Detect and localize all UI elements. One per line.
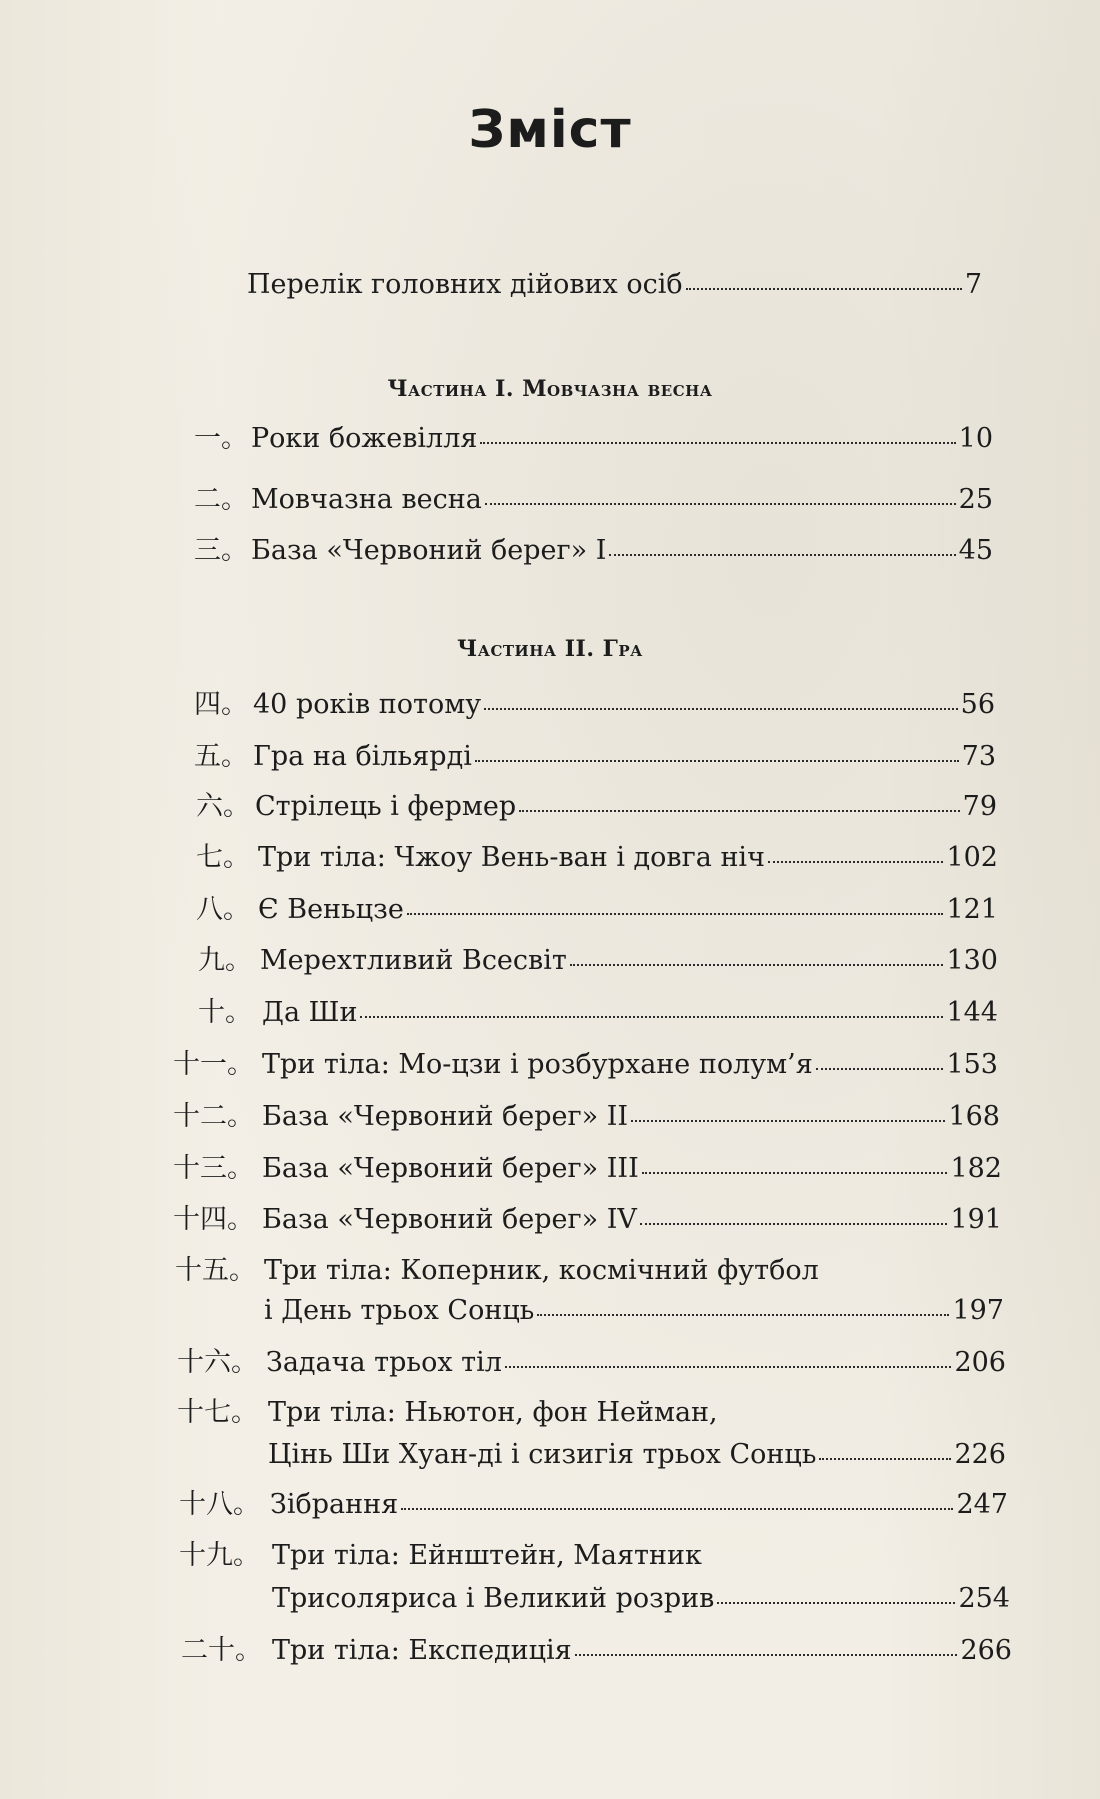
toc-entry [262,1203,1002,1237]
chapter-number: 二。 [194,484,248,515]
toc-entry-label: Є Веньцзе [258,894,404,925]
chapter-number: 十四。 [173,1204,254,1235]
toc-entry-page: 182 [950,1153,1002,1184]
toc-entry-label: Роки божевілля [251,423,478,454]
toc-entry-label: Гра на більярді [253,741,472,772]
dot-leader [537,1314,949,1316]
dot-leader [819,1458,951,1460]
toc-entry-label: 40 років потому [253,689,482,720]
dot-leader [609,554,955,556]
toc-entry [272,1582,1010,1616]
page-title: Зміст [468,100,632,160]
toc-entry-page: 102 [946,842,998,873]
dot-leader [631,1120,945,1122]
toc-entry [264,1294,1004,1328]
toc-entry [253,688,995,722]
dot-leader [484,708,958,710]
toc-entry-page: 197 [952,1295,1004,1326]
toc-entry [251,534,993,568]
chapter-number: 十。 [198,997,252,1028]
toc-entry-label: Три тіла: Чжоу Вень-ван і довга ніч [258,842,765,873]
toc-entry-page: 153 [946,1049,998,1080]
toc-entry-page: 144 [946,997,998,1028]
chapter-number: 二十。 [181,1635,262,1666]
toc-entry [266,1346,1006,1380]
toc-entry-page: 191 [950,1204,1002,1235]
dot-leader [475,760,959,762]
toc-entry-label: База «Червоний берег» IV [262,1204,637,1235]
dot-leader [401,1508,953,1510]
dot-leader [686,288,962,290]
toc-entry-label: Задача трьох тіл [266,1347,502,1378]
toc-entry [258,893,998,927]
chapter-number: 八。 [196,894,250,925]
dot-leader [768,861,944,863]
dot-leader [717,1602,955,1604]
toc-entry-label: Мовчазна весна [251,484,482,515]
chapter-number: 九。 [198,945,252,976]
chapter-number: 四。 [194,689,248,720]
dot-leader [816,1068,944,1070]
toc-entry-page: 266 [960,1635,1012,1666]
toc-entry-page: 254 [958,1583,1010,1614]
toc-entry [253,740,996,774]
toc-entry-label: База «Червоний берег» II [262,1101,629,1132]
toc-entry-label: Три тіла: Мо-цзи і розбурхане полум’я [262,1049,813,1080]
toc-entry-label: і День трьох Сонць [264,1295,535,1326]
dot-leader [575,1654,958,1656]
toc-entry-label: Зібрання [270,1489,399,1520]
toc-entry-label: Трисоляриса і Великий розрив [272,1583,715,1614]
dot-leader [480,442,955,444]
toc-entry-label: Три тіла: Експедиція [272,1635,572,1666]
toc-entry-page: 130 [946,945,998,976]
dot-leader [505,1366,952,1368]
chapter-number: 十二。 [173,1101,254,1132]
toc-entry-label: База «Червоний берег» I [251,535,607,566]
toc-entry-characters [247,268,982,302]
chapter-number: 七。 [196,842,250,873]
part-heading-2: Частина ІІ. Гра [457,636,643,662]
toc-entry-page: 56 [960,689,995,720]
chapter-number: 十六。 [177,1347,258,1378]
toc-entry-page: 79 [962,791,997,822]
toc-entry-page: 247 [956,1489,1008,1520]
dot-leader [640,1223,948,1225]
toc-entry [255,790,997,824]
toc-entry-page: 10 [958,423,993,454]
dot-leader [570,964,944,966]
chapter-number: 五。 [194,741,248,772]
toc-entry [262,1048,998,1082]
chapter-number: 十一。 [173,1049,254,1080]
chapter-number: 三。 [194,535,248,566]
toc-entry [251,483,993,517]
dot-leader [360,1016,943,1018]
toc-entry [251,422,993,456]
toc-entry-label: База «Червоний берег» III [262,1153,639,1184]
dot-leader [519,810,959,812]
chapter-number: 十三。 [173,1153,254,1184]
toc-entry [262,996,998,1030]
toc-entry [262,1100,1000,1134]
toc-entry-label: Перелік головних дійових осіб [247,269,683,300]
toc-entry-page: 45 [958,535,993,566]
chapter-number: 十七。 [177,1397,258,1428]
toc-entry [262,1152,1002,1186]
chapter-number: 十八。 [179,1489,260,1520]
toc-entry-page: 168 [948,1101,1000,1132]
toc-entry [260,944,998,978]
toc-entry-label-line1: Три тіла: Ейнштейн, Маятник [272,1540,702,1571]
chapter-number: 十五。 [175,1255,256,1286]
part-heading-1: Частина І. Мовчазна весна [387,376,713,402]
dot-leader [407,913,944,915]
dot-leader [642,1172,948,1174]
toc-entry-page: 25 [958,484,993,515]
toc-entry [268,1438,1006,1472]
chapter-number: 十九。 [179,1540,260,1571]
toc-entry-page: 206 [954,1347,1006,1378]
toc-entry-label-line1: Три тіла: Ньютон, фон Нейман, [268,1397,718,1428]
toc-entry-page: 73 [961,741,996,772]
dot-leader [485,503,956,505]
toc-entry [272,1634,1012,1668]
toc-entry-label: Мерехтливий Всесвіт [260,945,567,976]
chapter-number: 六。 [196,791,250,822]
chapter-number: 一。 [194,423,248,454]
toc-entry [270,1488,1008,1522]
toc-entry-page: 121 [946,894,998,925]
toc-entry-page: 226 [954,1439,1006,1470]
toc-entry [258,841,998,875]
toc-entry-label: Стрілець і фермер [255,791,517,822]
toc-entry-label: Цінь Ши Хуан-ді і сизигія трьох Сонць [268,1439,817,1470]
toc-entry-page: 7 [964,269,982,300]
toc-entry-label-line1: Три тіла: Коперник, космічний футбол [264,1255,819,1286]
toc-entry-label: Да Ши [262,997,358,1028]
